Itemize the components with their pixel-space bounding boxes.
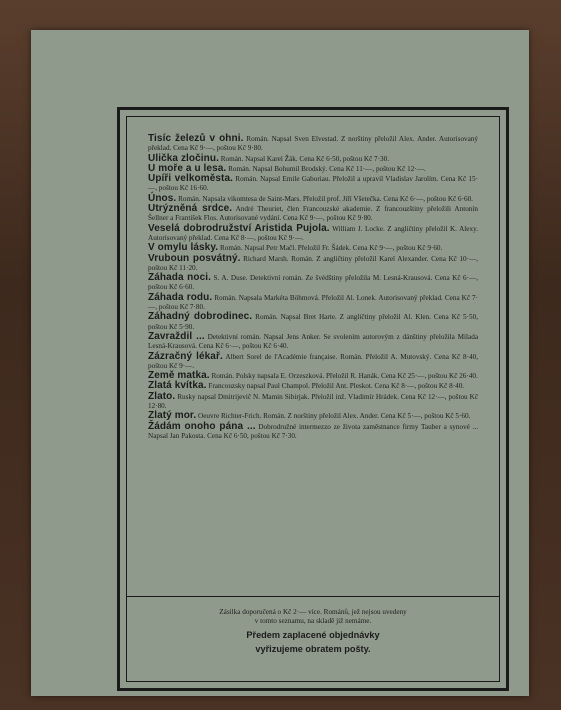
catalog-entry (148, 134, 478, 154)
catalog-entry (148, 422, 478, 442)
book-title: Upíři velkoměsta. (148, 173, 233, 185)
book-description: Román. Napsal Karel Žák. Cena Kč 6·50, poštou Kč 7·30. (220, 154, 390, 163)
book-description: Oeuvre Richter-Frich. Román. Z norštiny přeložil Alex. Ander. Cena Kč 5·—, poštou Kč 5·60. (198, 412, 471, 421)
book-description: Román. Polsky napsala E. Orzeszková. Přeložil R. Hanák. Cena Kč 25·—, poštou Kč 26·40. (211, 372, 478, 381)
catalog-entry (148, 273, 478, 293)
book-title: Únos. (148, 192, 177, 204)
book-description: Román. Napsal Bohumil Brodský. Cena Kč 11·—, poštou Kč 12·—. (228, 164, 426, 173)
catalog-frame (117, 107, 509, 691)
catalog-entry (148, 381, 478, 391)
book-title: Zlato. (148, 390, 176, 402)
book-description: Román. Napsala Markéta Böhmová. Přeložil Al. Lonek. Autorisovaný překlad. Cena Kč 7·—, poštou Kč 7·80. (148, 293, 479, 312)
book-description: Richard Marsh. Román. Z angličtiny přeložil Karel Alexander. Cena Kč 10·—, poštou Kč 11·20. (148, 254, 479, 272)
book-title: Vruboun posvátný. (148, 252, 241, 264)
book-title: Zlatá kvítka. (148, 380, 207, 392)
book-title: Zavraždil ... (148, 330, 205, 342)
footer-divider (126, 596, 500, 597)
book-description: André Theuriet, člen Francouzské akademie. Z francouzštiny přeložili Antonín Šellner a František Flos. Autorisované vydání. Cena Kč 9·—, poštou Kč 9·80. (148, 205, 478, 223)
book-description: Román. Napsal Sven Elvestad. Z norštiny přeložil Alex. Ander. Autorisovaný překlad. Cena Kč 9·—, poštou Kč 9·80. (148, 135, 479, 153)
book-title: Žádám onoho pána ... (148, 420, 256, 432)
book-title: Zázračný lékař. (148, 350, 223, 362)
book-title: V omylu lásky. (148, 242, 219, 254)
book-title: Veselá dobrodružství Aristida Pujola. (148, 222, 330, 234)
book-back-cover (31, 30, 529, 696)
book-description: Román. Napsal Petr Mačl. Přeložil Fr. Šádek. Cena Kč 9·—, poštou Kč 9·60. (219, 244, 443, 253)
book-description: Francouzsky napsal Paul Champol. Přeložil Ant. Pleskot. Cena Kč 8·—, poštou Kč 8·40. (208, 382, 465, 391)
book-title: Záhada rodu. (148, 291, 213, 303)
catalog-footer (140, 608, 486, 655)
catalog-entry (148, 293, 478, 313)
catalog-entry (148, 392, 478, 412)
book-title: Utrýzněná srdce. (148, 203, 233, 215)
book-title: U moře a u lesa. (148, 162, 227, 174)
book-description: Román. Napsala vikomtesa de Saint-Mars. Přeložil prof. Jiří Všetečka. Cena Kč 6·—, poštou Kč 6·60. (178, 194, 473, 203)
book-title: Země matka. (148, 370, 210, 382)
book-description: Detektivní román. Napsal Jens Anker. Se svolením autorovým z dánštiny přeložila Milada Lesná-Krausová. Cena Kč 6·—, poštou Kč 6·40. (148, 332, 479, 351)
book-title: Zlatý mor. (148, 410, 197, 422)
shipping-note-line-2: v tomto seznamu, na skladě již nemáme. (254, 617, 372, 626)
book-title: Záhada noci. (148, 272, 212, 284)
catalog-entry (148, 174, 478, 194)
book-description: S. A. Duse. Detektivní román. Ze švédštiny přeložila M. Lesná-Krausová. Cena Kč 6·—, poštou Kč 6·60. (148, 274, 479, 292)
catalog-entry (148, 224, 478, 244)
book-description: Román. Napsal Emile Gaboriau. Přeložil a upravil Vladislav Jarolím. Cena Kč 15·—, poštou Kč 16·60. (148, 175, 478, 193)
catalog-entry (148, 352, 478, 372)
book-description: Dobrodružné intermezzo ze života zaměstnance firmy Tauber a synové ... Napsal Jan Pakosta. Cena Kč 6·50, poštou Kč 7·30. (148, 422, 478, 440)
prepaid-orders-line-1: Předem zaplacené objednávky (246, 629, 380, 640)
catalog-entry (148, 312, 478, 332)
catalog-entry (148, 204, 478, 224)
book-description: Albert Sorel de l'Académie française. Román. Přeložil A. Mutovský. Cena Kč 8·40, poštou Kč 9·—. (148, 352, 478, 370)
catalog-entry (148, 254, 478, 274)
book-catalog-list (148, 134, 478, 441)
book-description: Román. Napsal Bret Harte. Z angličtiny přeložil Al. Klen. Cena Kč 5·50, poštou Kč 5·90. (148, 313, 478, 331)
catalog-entry (148, 332, 478, 352)
shipping-note-line-1: Zásilka doporučená o Kč 2·— více. Románů, jež nejsou uvedeny (219, 608, 407, 616)
book-description: Rusky napsal Dmitrijevič N. Mamin Sibirjak. Přeložil inž. Vladimír Hrádek. Cena Kč 12·—, poštou Kč 12·80. (148, 392, 479, 411)
book-title: Záhadný dobrodinec. (148, 311, 253, 323)
book-title: Ulička zločinu. (148, 152, 219, 164)
book-description: William J. Locke. Z angličtiny přeložil K. Alexy. Autorisovaný překlad. Cena Kč 8·—, poštou Kč 9·—. (148, 224, 478, 242)
book-title: Tisíc železů v ohni. (148, 133, 244, 144)
prepaid-orders-line-2: vyřizujeme obratem pošty. (255, 643, 371, 654)
